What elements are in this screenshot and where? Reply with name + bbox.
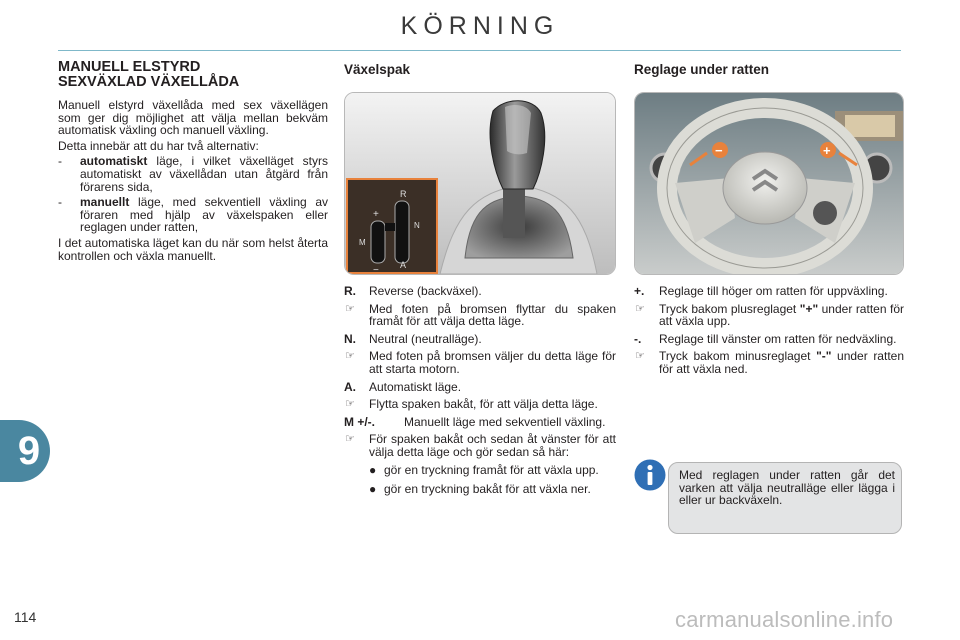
bullet-item: ● gör en tryckning bakåt för att växla ner. [369, 482, 591, 497]
list-item: R. Reverse (backväxel). [344, 284, 482, 298]
info-note: Med reglagen under ratten går det varken att välja neutralläge eller lägga i eller ur backväxeln. [668, 462, 902, 534]
gate-label-plus: + [373, 209, 379, 220]
pointing-hand-icon: ☞ [345, 398, 355, 411]
steering-controls-list [634, 285, 904, 381]
pointing-hand-icon: ☞ [345, 350, 355, 363]
gate-label-r: R [400, 189, 407, 199]
bullet-icon: ● [369, 462, 377, 477]
list-item: -. Reglage till vänster om ratten för nedväxling. [634, 331, 897, 346]
gear-lever-photo [344, 92, 616, 275]
header-divider [58, 50, 901, 51]
list-item: ☞ Tryck bakom plusreglaget "+" under ratten för att växla upp. [635, 301, 904, 329]
list-item-automatic: - automatiskt läge, i vilket växelläget styrs automatiskt av växellådan utan åtgärd från förarens sida, [58, 154, 328, 194]
page-title: KÖRNING [400, 12, 560, 40]
list-item: +. Reglage till höger om ratten för uppväxling. [634, 284, 888, 298]
list-item: ☞ Med foten på bromsen flyttar du spaken framåt för att välja detta läge. [345, 301, 616, 329]
section-heading: MANUELL ELSTYRD SEXVÄXLAD VÄXELLÅDA [58, 59, 240, 90]
bullet-icon: ● [369, 482, 377, 497]
gear-lever-list [344, 285, 616, 503]
info-icon [634, 459, 666, 491]
outro-paragraph: I det automatiska läget kan du när som helst återta kontrollen och växla manuellt. [58, 235, 328, 263]
pointing-hand-icon: ☞ [345, 302, 355, 315]
steering-wheel-photo [634, 92, 904, 275]
intro-paragraph: Manuell elstyrd växellåda med sex växellägen som ger dig möjlighet att välja mellan bekväm automatisk växling och manuell växling. [58, 98, 328, 138]
chapter-tab: 9 [0, 420, 50, 482]
pointing-hand-icon: ☞ [635, 302, 645, 315]
list-item: ☞ Tryck bakom minusreglaget "-" under ratten för att växla ned. [635, 349, 905, 376]
paddle-minus-icon [712, 142, 728, 158]
paddle-plus-icon [820, 142, 836, 158]
gate-label-a: A [400, 260, 407, 270]
alternatives-intro: Detta innebär att du har två alternativ: [58, 138, 259, 153]
pointing-hand-icon: ☞ [345, 433, 355, 446]
list-item: N. Neutral (neutralläge). [344, 331, 482, 346]
pointing-hand-icon: ☞ [635, 350, 645, 363]
section-manual-gearbox [58, 60, 328, 265]
svg-text:+: + [823, 143, 831, 158]
svg-text:−: − [715, 143, 723, 158]
list-item: A. Automatiskt läge. [344, 379, 462, 394]
bullet-item: ● gör en tryckning framåt för att växla upp. [369, 462, 599, 477]
gate-label-n: N [414, 221, 420, 230]
section-title-steering-controls: Reglage under ratten [634, 62, 770, 77]
gate-label-m: M [359, 238, 366, 247]
list-item: ☞ Flytta spaken bakåt, för att välja detta läge. [345, 397, 598, 412]
gate-label-minus: − [373, 265, 379, 274]
list-item: ☞ För spaken bakåt och sedan åt vänster för att välja detta läge och gör sedan så här: [345, 432, 616, 459]
page-number: 114 [14, 609, 37, 625]
list-item: M +/-. Manuellt läge med sekventiell växling. [344, 414, 606, 429]
list-item-manual: - manuellt läge, med sekventiell växling av föraren med hjälp av växelspaken eller reglagen under ratten, [58, 195, 328, 235]
watermark: carmanualsonline.info [675, 607, 894, 632]
list-item: ☞ Med foten på bromsen väljer du detta läge för att starta motorn. [345, 349, 616, 376]
section-title-gear-lever: Växelspak [344, 62, 411, 77]
